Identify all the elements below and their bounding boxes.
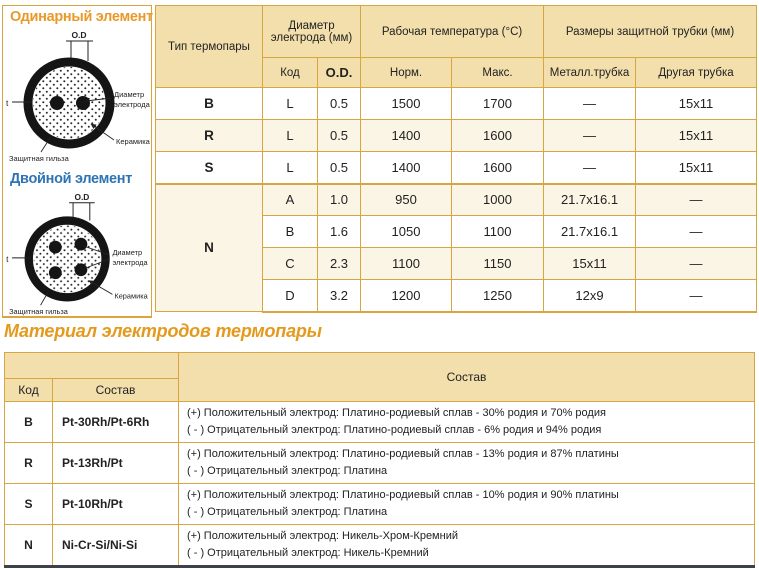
protective-sleeve-label: Защитная гильза: [9, 154, 69, 163]
material-formula: Pt-10Rh/Pt: [53, 484, 179, 525]
col-header-electrode-diameter: Диаметр электрода (мм): [263, 6, 361, 58]
double-element-title: Двойной элемент: [10, 171, 133, 187]
positive-electrode-text: (+) Положительный электрод: Никель-Хром-Кремний: [187, 530, 458, 543]
electrode-diameter-label-line2: электрода: [114, 100, 150, 109]
material-description: [179, 525, 755, 567]
norm-cell: 1050: [361, 216, 452, 248]
type-cell: B: [156, 88, 263, 120]
negative-electrode-text: ( - ) Отрицательный электрод: Платина: [187, 506, 388, 519]
material-row: [5, 525, 755, 567]
norm-cell: 1400: [361, 152, 452, 184]
code-cell: C: [263, 248, 318, 280]
material-header-composition-detail: Состав: [179, 353, 755, 402]
negative-electrode-text: ( - ) Отрицательный электрод: Никель-Кремний: [187, 547, 429, 560]
table-row: [156, 152, 757, 184]
protective-sleeve-label: Защитная гильза: [9, 307, 68, 316]
electrode-dot: [49, 241, 62, 254]
norm-cell: 1400: [361, 120, 452, 152]
col-header-other-tube: Другая трубка: [636, 58, 757, 88]
electrode-dot: [49, 266, 62, 279]
table-row: [156, 88, 757, 120]
material-header-composition: Состав: [53, 379, 179, 402]
col-header-type: Тип термопары: [156, 6, 263, 88]
code-cell: A: [263, 184, 318, 216]
max-cell: 1250: [452, 280, 544, 312]
negative-electrode-text: ( - ) Отрицательный электрод: Платино-родиевый сплав - 6% родия и 94% родия: [187, 424, 602, 437]
single-element-diagram: [3, 27, 151, 169]
type-cell: S: [156, 152, 263, 184]
col-header-metal-tube: Металл.трубка: [544, 58, 636, 88]
other-tube-cell: 15x11: [636, 88, 757, 120]
max-cell: 1600: [452, 152, 544, 184]
ceramic-label: Керамика: [116, 137, 150, 146]
electrode-diameter-label-line1: Диаметр: [114, 90, 145, 99]
metal-tube-cell: 21.7x16.1: [544, 216, 636, 248]
material-table: [4, 352, 755, 568]
material-code: S: [5, 484, 53, 525]
material-header-spacer: [5, 353, 179, 379]
col-header-max: Макс.: [452, 58, 544, 88]
code-cell: L: [263, 152, 318, 184]
col-header-od: O.D.: [318, 58, 361, 88]
other-tube-cell: 15x11: [636, 120, 757, 152]
norm-cell: 1500: [361, 88, 452, 120]
material-row: [5, 484, 755, 525]
col-header-tube-sizes: Размеры защитной трубки (мм): [544, 6, 757, 58]
max-cell: 1150: [452, 248, 544, 280]
material-formula: Pt-30Rh/Pt-6Rh: [53, 402, 179, 443]
positive-electrode-text: (+) Положительный электрод: Платино-родиевый сплав - 30% родия и 70% родия: [187, 407, 606, 419]
ceramic-label: Керамика: [114, 291, 148, 301]
material-formula: Ni-Cr-Si/Ni-Si: [53, 525, 179, 567]
od-cell: 2.3: [318, 248, 361, 280]
other-tube-cell: 15x11: [636, 152, 757, 184]
spec-table: [155, 5, 757, 313]
other-tube-cell: —: [636, 216, 757, 248]
wall-thickness-label: t: [6, 98, 9, 108]
col-header-working-temp: Рабочая температура (°C): [361, 6, 544, 58]
max-cell: 1100: [452, 216, 544, 248]
table-row: [156, 184, 757, 216]
col-header-norm: Норм.: [361, 58, 452, 88]
electrode-dot: [75, 263, 88, 276]
material-section-title: Материал электродов термопары: [4, 321, 322, 341]
electrode-diameter-label-line2: электрода: [112, 257, 148, 267]
metal-tube-cell: 15x11: [544, 248, 636, 280]
metal-tube-cell: —: [544, 152, 636, 184]
material-description: [179, 402, 755, 443]
code-cell: B: [263, 216, 318, 248]
element-diagrams-panel: [2, 5, 152, 318]
material-code: N: [5, 525, 53, 567]
material-row: [5, 402, 755, 443]
ceramic-fill: [34, 225, 101, 292]
other-tube-cell: —: [636, 184, 757, 216]
material-row: [5, 443, 755, 484]
electrode-dot: [75, 238, 88, 251]
electrode-dot: [76, 96, 90, 110]
material-header-code: Код: [5, 379, 53, 402]
od-cell: 1.6: [318, 216, 361, 248]
other-tube-cell: —: [636, 248, 757, 280]
od-dimension-label: O.D: [74, 191, 90, 202]
table-row: [156, 120, 757, 152]
metal-tube-cell: 12x9: [544, 280, 636, 312]
od-cell: 1.0: [318, 184, 361, 216]
code-cell: L: [263, 120, 318, 152]
wall-thickness-label: t: [6, 253, 9, 264]
max-cell: 1000: [452, 184, 544, 216]
code-cell: L: [263, 88, 318, 120]
max-cell: 1600: [452, 120, 544, 152]
norm-cell: 1100: [361, 248, 452, 280]
od-cell: 0.5: [318, 88, 361, 120]
type-cell-n: N: [156, 184, 263, 312]
electrode-diameter-label-line1: Диаметр: [112, 247, 143, 257]
col-header-code: Код: [263, 58, 318, 88]
od-dimension-label: O.D: [71, 30, 87, 40]
positive-electrode-text: (+) Положительный электрод: Платино-родиевый сплав - 13% родия и 87% платины: [187, 448, 619, 461]
od-cell: 3.2: [318, 280, 361, 312]
max-cell: 1700: [452, 88, 544, 120]
material-code: B: [5, 402, 53, 443]
type-cell: R: [156, 120, 263, 152]
od-cell: 0.5: [318, 120, 361, 152]
electrode-dot: [50, 96, 64, 110]
other-tube-cell: —: [636, 280, 757, 312]
code-cell: D: [263, 280, 318, 312]
material-formula: Pt-13Rh/Pt: [53, 443, 179, 484]
metal-tube-cell: —: [544, 88, 636, 120]
material-description: [179, 443, 755, 484]
negative-electrode-text: ( - ) Отрицательный электрод: Платина: [187, 465, 388, 478]
material-description: [179, 484, 755, 525]
metal-tube-cell: 21.7x16.1: [544, 184, 636, 216]
norm-cell: 1200: [361, 280, 452, 312]
single-element-title: Одинарный элемент: [10, 9, 153, 25]
double-element-diagram: [3, 190, 151, 316]
od-cell: 0.5: [318, 152, 361, 184]
material-code: R: [5, 443, 53, 484]
norm-cell: 950: [361, 184, 452, 216]
positive-electrode-text: (+) Положительный электрод: Платино-родиевый сплав - 10% родия и 90% платины: [187, 489, 619, 502]
metal-tube-cell: —: [544, 120, 636, 152]
ceramic-fill: [33, 67, 105, 139]
